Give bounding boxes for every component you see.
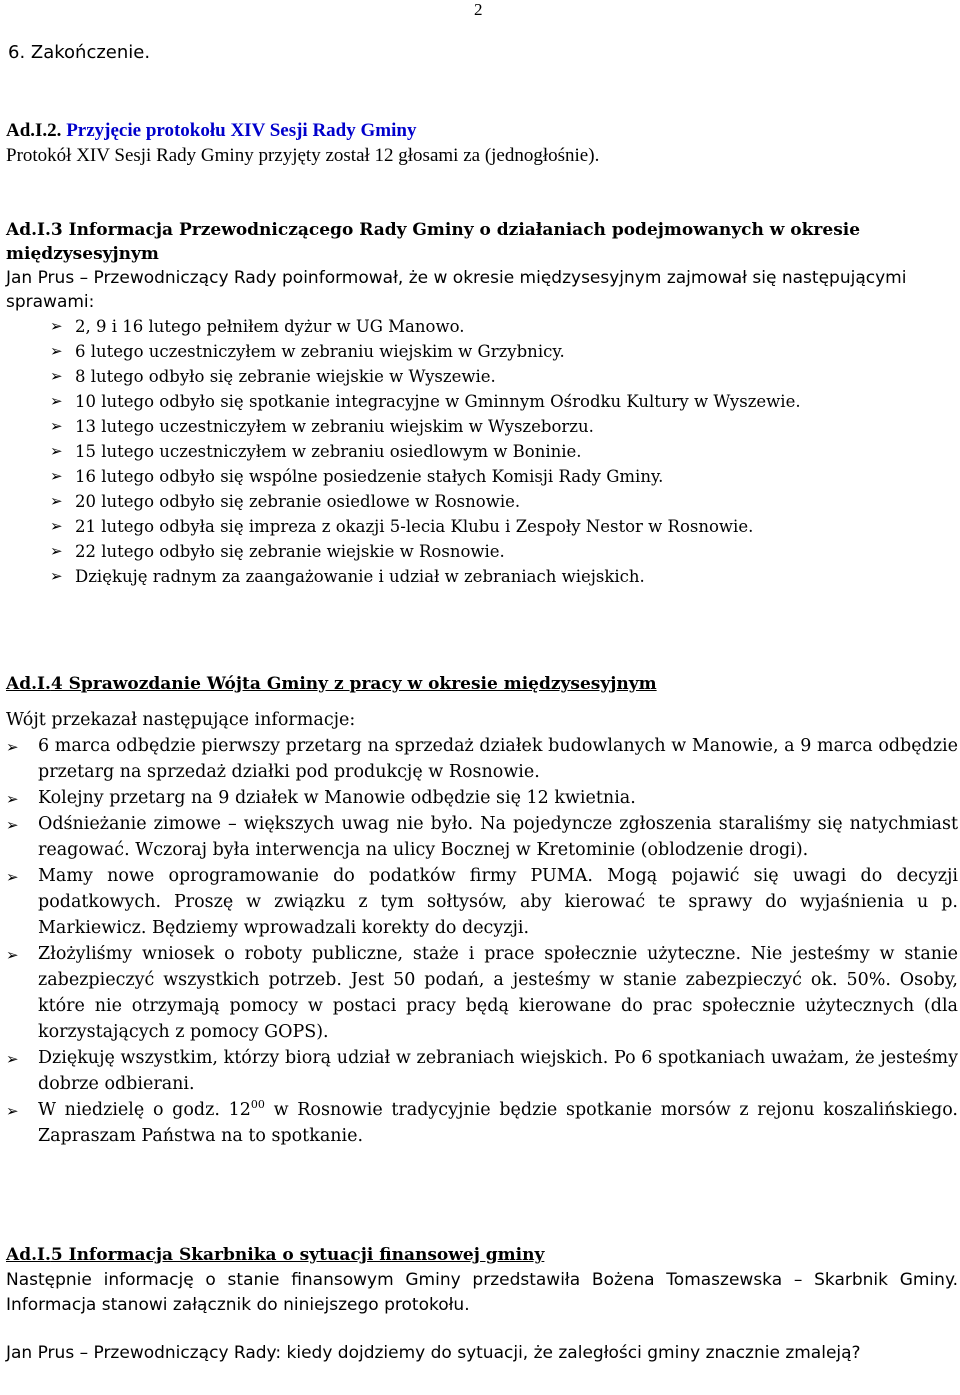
section-treasurer-info (6, 1242, 958, 1366)
time-superscript: 00 (250, 1098, 265, 1112)
section-2-text: Protokół XIV Sesji Rady Gminy przyjęty został 12 głosami za (jednogłośnie). (6, 145, 600, 166)
section-3-title: 3 Informacja Przewodniczącego Rady Gminy o działaniach podejmowanych w okresie międzysesyjnym (6, 220, 861, 264)
arrow-bullet-icon: ➢ (50, 367, 63, 385)
list-item: ➢ 2, 9 i 16 lutego pełniłem dyżur w UG Manowo. (6, 314, 956, 339)
list-item: ➢ 15 lutego uczestniczyłem w zebraniu osiedlowym w Boninie. (6, 439, 956, 464)
section-5-text: Następnie informację o stanie finansowym Gminy przedstawiła Bożena Tomaszewska – Skarbnik Gminy. Informacja stanowi załącznik do niniejszego protokołu. (6, 1270, 958, 1315)
section-mayor-report (6, 671, 958, 1149)
list-item: ➢ 16 lutego odbyło się wspólne posiedzenie stałych Komisji Rady Gminy. (6, 464, 956, 489)
arrow-bullet-icon: ➢ (50, 317, 63, 335)
arrow-bullet-icon: ➢ (50, 417, 63, 435)
arrow-bullet-icon: ➢ (6, 1102, 19, 1120)
item-zakonczenie: 6. Zakończenie. (8, 42, 151, 63)
list-item: ➢ Mamy nowe oprogramowanie do podatków firmy PUMA. Mogą pojawić się uwagi do decyzji podatkowych. Proszę w związku z tym sołtysów, aby kierować te sprawy do wyjaśnienia u p. Markiewicz. Będziemy wprowadzali korekty do decyzji. (6, 866, 958, 938)
list-item: ➢ 10 lutego odbyło się spotkanie integracyjne w Gminnym Ośrodku Kultury w Wyszewie. (6, 389, 956, 414)
arrow-bullet-icon: ➢ (50, 542, 63, 560)
arrow-bullet-icon: ➢ (50, 517, 63, 535)
list-item: ➢ 6 marca odbędzie pierwszy przetarg na sprzedaż działek budowlanych w Manowie, a 9 marca odbędzie przetarg na sprzedaż działki pod produkcję w Rosnowie. (6, 736, 958, 782)
section-2-title: Przyjęcie protokołu XIV Sesji Rady Gminy (66, 120, 417, 141)
section-5-heading (6, 1242, 958, 1268)
section-4-list (6, 733, 958, 1149)
section-4-intro: Wójt przekazał następujące informacje: (6, 710, 356, 730)
list-item: ➢ 22 lutego odbyło się zebranie wiejskie w Rosnowie. (6, 539, 956, 564)
section-3-label: Ad.I. (6, 220, 51, 240)
section-2-label: Ad.I.2. (6, 120, 62, 141)
arrow-bullet-icon: ➢ (50, 492, 63, 510)
section-3-intro: Jan Prus – Przewodniczący Rady poinformował, że w okresie międzysesyjnym zajmował się następującymi sprawami: (6, 268, 907, 312)
section-3-heading (6, 218, 956, 266)
section-chairman-info (6, 218, 956, 589)
arrow-bullet-icon: ➢ (50, 442, 63, 460)
arrow-bullet-icon: ➢ (50, 392, 63, 410)
section-4-label: Ad.I. (6, 674, 51, 694)
arrow-bullet-icon: ➢ (50, 342, 63, 360)
section-5-label: Ad.I. (6, 1245, 51, 1265)
arrow-bullet-icon: ➢ (6, 868, 19, 886)
arrow-bullet-icon: ➢ (6, 738, 19, 756)
list-item: ➢ Dziękuję radnym za zaangażowanie i udział w zebraniach wiejskich. (6, 564, 956, 589)
arrow-bullet-icon: ➢ (50, 567, 63, 585)
list-item: ➢ 13 lutego uczestniczyłem w zebraniu wiejskim w Wyszeborzu. (6, 414, 956, 439)
list-item: ➢ Kolejny przetarg na 9 działek w Manowie odbędzie się 12 kwietnia. (6, 785, 958, 811)
list-item: ➢ Odśnieżanie zimowe – większych uwag nie było. Na pojedyncze zgłoszenia staraliśmy się natychmiast reagować. Wczoraj była interwencja na ulicy Bocznej w Kretominie (oblodzenie drogi). (6, 814, 958, 860)
section-4-title: 4 Sprawozdanie Wójta Gminy z pracy w okresie międzysesyjnym (50, 674, 657, 694)
list-item: ➢ Złożyliśmy wniosek o roboty publiczne, staże i prace społecznie użyteczne. Nie jesteśmy w stanie zabezpieczyć wszystkich potrzeb. Jest 50 podań, a jesteśmy w stanie zabezpieczyć ok. 50%. Osoby, które nie otrzymają pomocy w postaci pracy będą kierowane do prac społecznie użytecznych (dla korzystających z pomocy GOPS). (6, 944, 958, 1042)
arrow-bullet-icon: ➢ (6, 790, 19, 808)
list-item: ➢ Dziękuję wszystkim, którzy biorą udział w zebraniach wiejskich. Po 6 spotkaniach uważam, że jesteśmy dobrze odbierani. (6, 1048, 958, 1094)
list-item: ➢ 20 lutego odbyło się zebranie osiedlowe w Rosnowie. (6, 489, 956, 514)
list-item: ➢ 21 lutego odbyła się impreza z okazji 5-lecia Klubu i Zespoły Nestor w Rosnowie. (6, 514, 956, 539)
section-5-title: 5 Informacja Skarbnika o sytuacji finansowej gminy (50, 1245, 545, 1265)
list-item: ➢ 8 lutego odbyło się zebranie wiejskie w Wyszewie. (6, 364, 956, 389)
arrow-bullet-icon: ➢ (6, 816, 19, 834)
arrow-bullet-icon: ➢ (6, 1050, 19, 1068)
section-5-question: Jan Prus – Przewodniczący Rady: kiedy dojdziemy do sytuacji, że zaległości gminy znacznie zmaleją? (6, 1343, 861, 1363)
section-3-list (6, 314, 956, 589)
list-item: ➢ W niedzielę o godz. $12^{00}$ w Rosnowie tradycyjnie będzie spotkanie morsów z rejonu koszalińskiego. Zapraszam Państwa na to spotkanie. (6, 1098, 958, 1146)
page-number: 2 (474, 0, 483, 19)
section-2-heading (6, 118, 956, 143)
section-protocol-acceptance (6, 118, 956, 168)
list-item: ➢ 6 lutego uczestniczyłem w zebraniu wiejskim w Grzybnicy. (6, 339, 956, 364)
arrow-bullet-icon: ➢ (50, 467, 63, 485)
section-4-heading (6, 671, 958, 697)
arrow-bullet-icon: ➢ (6, 946, 19, 964)
